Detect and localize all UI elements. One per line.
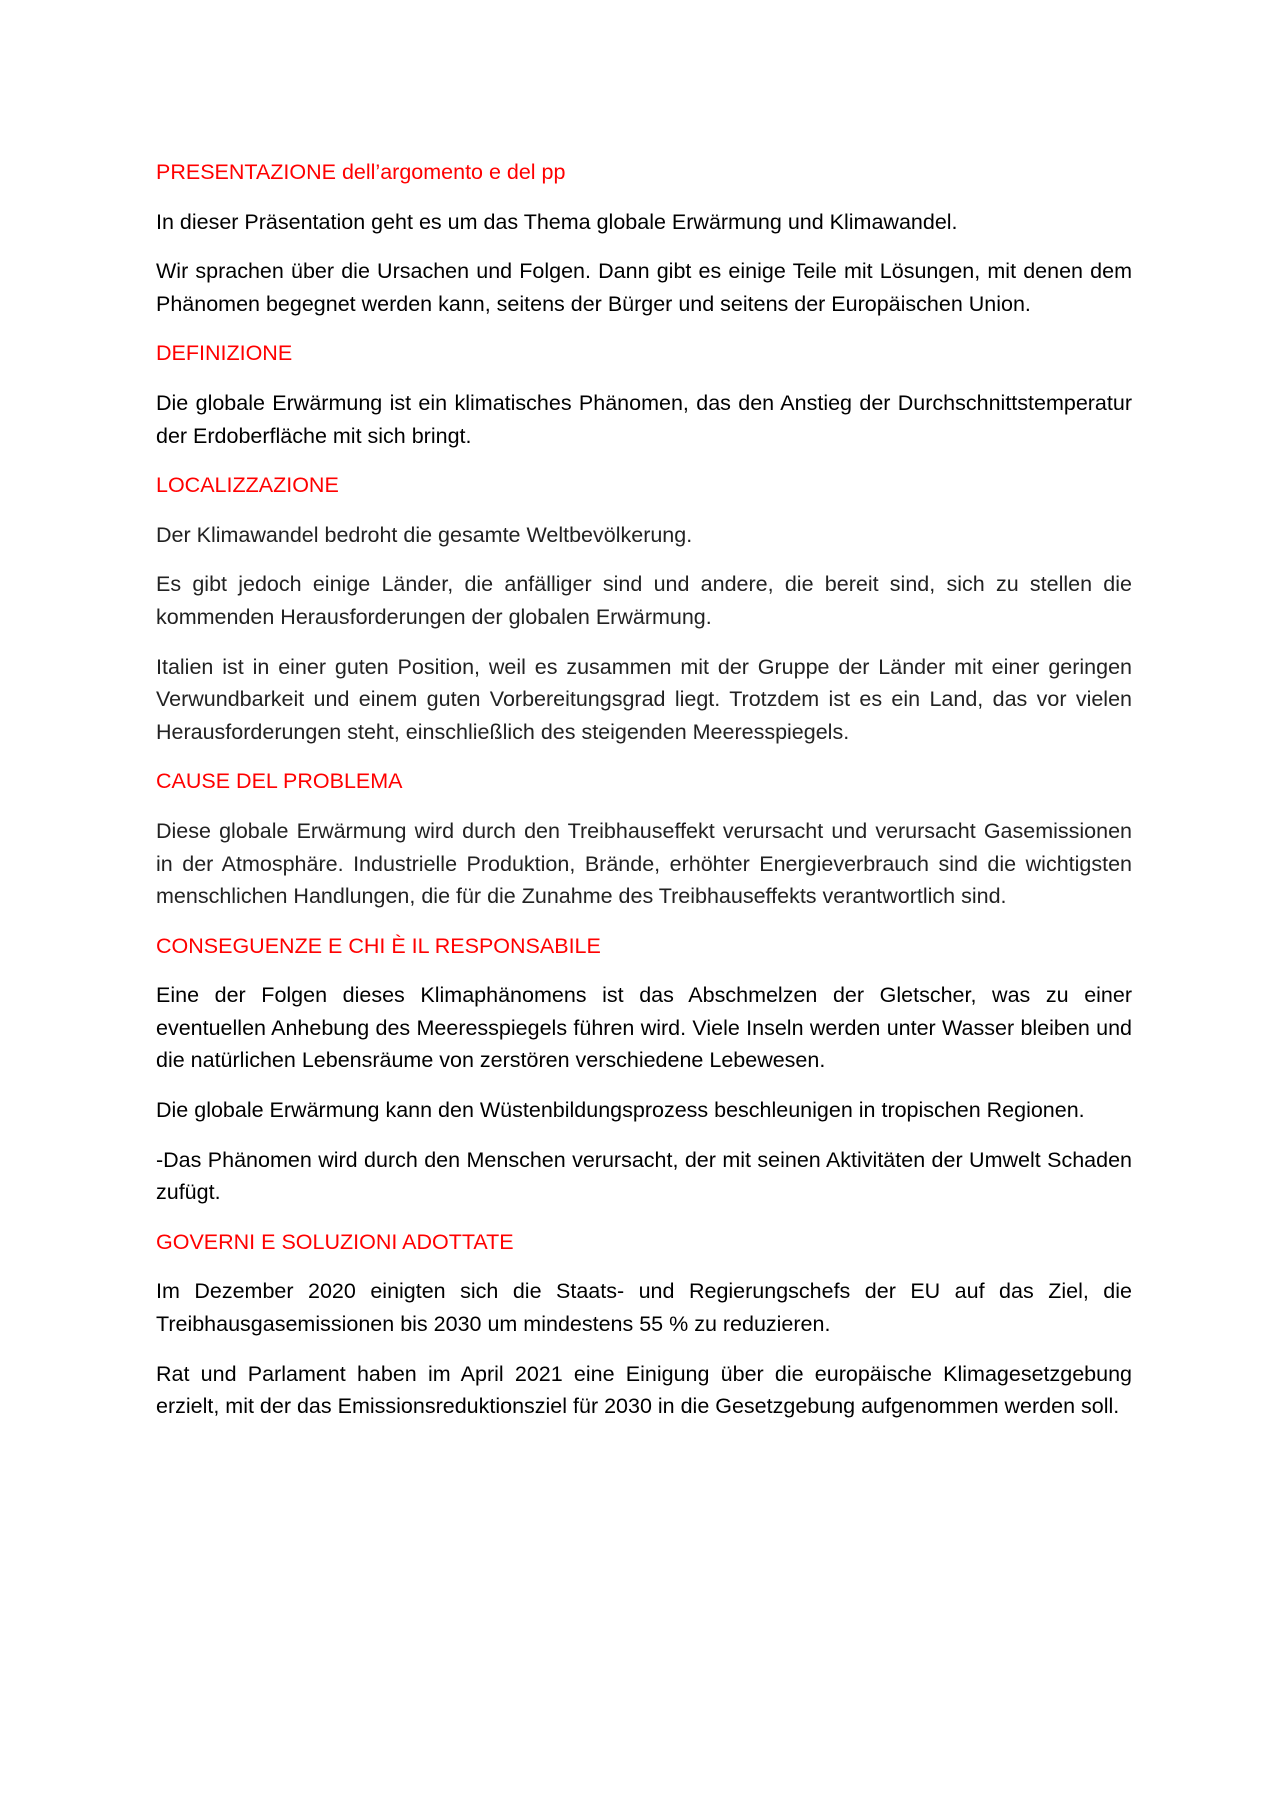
paragraph: Im Dezember 2020 einigten sich die Staats- und Regierungschefs der EU auf das Ziel, die Treibhausgasemissionen bis 2030 um mindestens 55 % zu reduzieren. [156, 1279, 1132, 1337]
heading-definizione: DEFINIZIONE [156, 341, 293, 366]
paragraph: Die globale Erwärmung kann den Wüstenbildungsprozess beschleunigen in tropischen Regionen. [156, 1098, 1085, 1123]
heading-presentazione: PRESENTAZIONE dell’argomento e del pp [156, 160, 566, 184]
paragraph: Italien ist in einer guten Position, weil es zusammen mit der Gruppe der Länder mit einer geringen Verwundbarkeit und einem guten Vorbereitungsgrad liegt. Trotzdem ist es ein Land, das vor vielen Herausforderungen steht, einschließlich des steigenden Meeresspiegels. [156, 654, 1132, 744]
paragraph: Rat und Parlament haben im April 2021 eine Einigung über die europäische Klimagesetzgebung erzielt, mit der das Emissionsreduktionsziel für 2030 in die Gesetzgebung aufgenommen werden soll. [156, 1361, 1132, 1419]
heading-governi: GOVERNI E SOLUZIONI ADOTTATE [156, 1229, 514, 1254]
heading-cause: CAUSE DEL PROBLEMA [156, 769, 403, 794]
paragraph: Der Klimawandel bedroht die gesamte Weltbevölkerung. [156, 522, 693, 547]
paragraph: Es gibt jedoch einige Länder, die anfälliger sind und andere, die bereit sind, sich zu stellen die kommenden Herausforderungen der globalen Erwärmung. [156, 572, 1132, 629]
heading-conseguenze: CONSEGUENZE E CHI È IL RESPONSABILE [156, 933, 601, 958]
paragraph: Wir sprachen über die Ursachen und Folgen. Dann gibt es einige Teile mit Lösungen, mit denen dem Phänomen begegnet werden kann, seitens der Bürger und seitens der Europäischen Union. [156, 259, 1132, 316]
paragraph: -Das Phänomen wird durch den Menschen verursacht, der mit seinen Aktivitäten der Umwelt Schaden zufügt. [156, 1147, 1132, 1205]
paragraph: Die globale Erwärmung ist ein klimatisches Phänomen, das den Anstieg der Durchschnittstemperatur der Erdoberfläche mit sich bringt. [156, 390, 1132, 448]
paragraph: Eine der Folgen dieses Klimaphänomens ist das Abschmelzen der Gletscher, was zu einer eventuellen Anhebung des Meeresspiegels führen wird. Viele Inseln werden unter Wasser bleiben und die natürlichen Lebensräume von zerstören verschiedene Lebewesen. [156, 983, 1132, 1073]
heading-localizzazione: LOCALIZZAZIONE [156, 473, 339, 498]
document-page [156, 156, 1132, 1440]
paragraph: Diese globale Erwärmung wird durch den Treibhauseffekt verursacht und verursacht Gasemissionen in der Atmosphäre. Industrielle Produktion, Brände, erhöhter Energieverbrauch sind die wichtigsten menschlichen Handlungen, die für die Zunahme des Treibhauseffekts verantwortlich sind. [156, 818, 1132, 909]
paragraph: In dieser Präsentation geht es um das Thema globale Erwärmung und Klimawandel. [156, 209, 958, 234]
